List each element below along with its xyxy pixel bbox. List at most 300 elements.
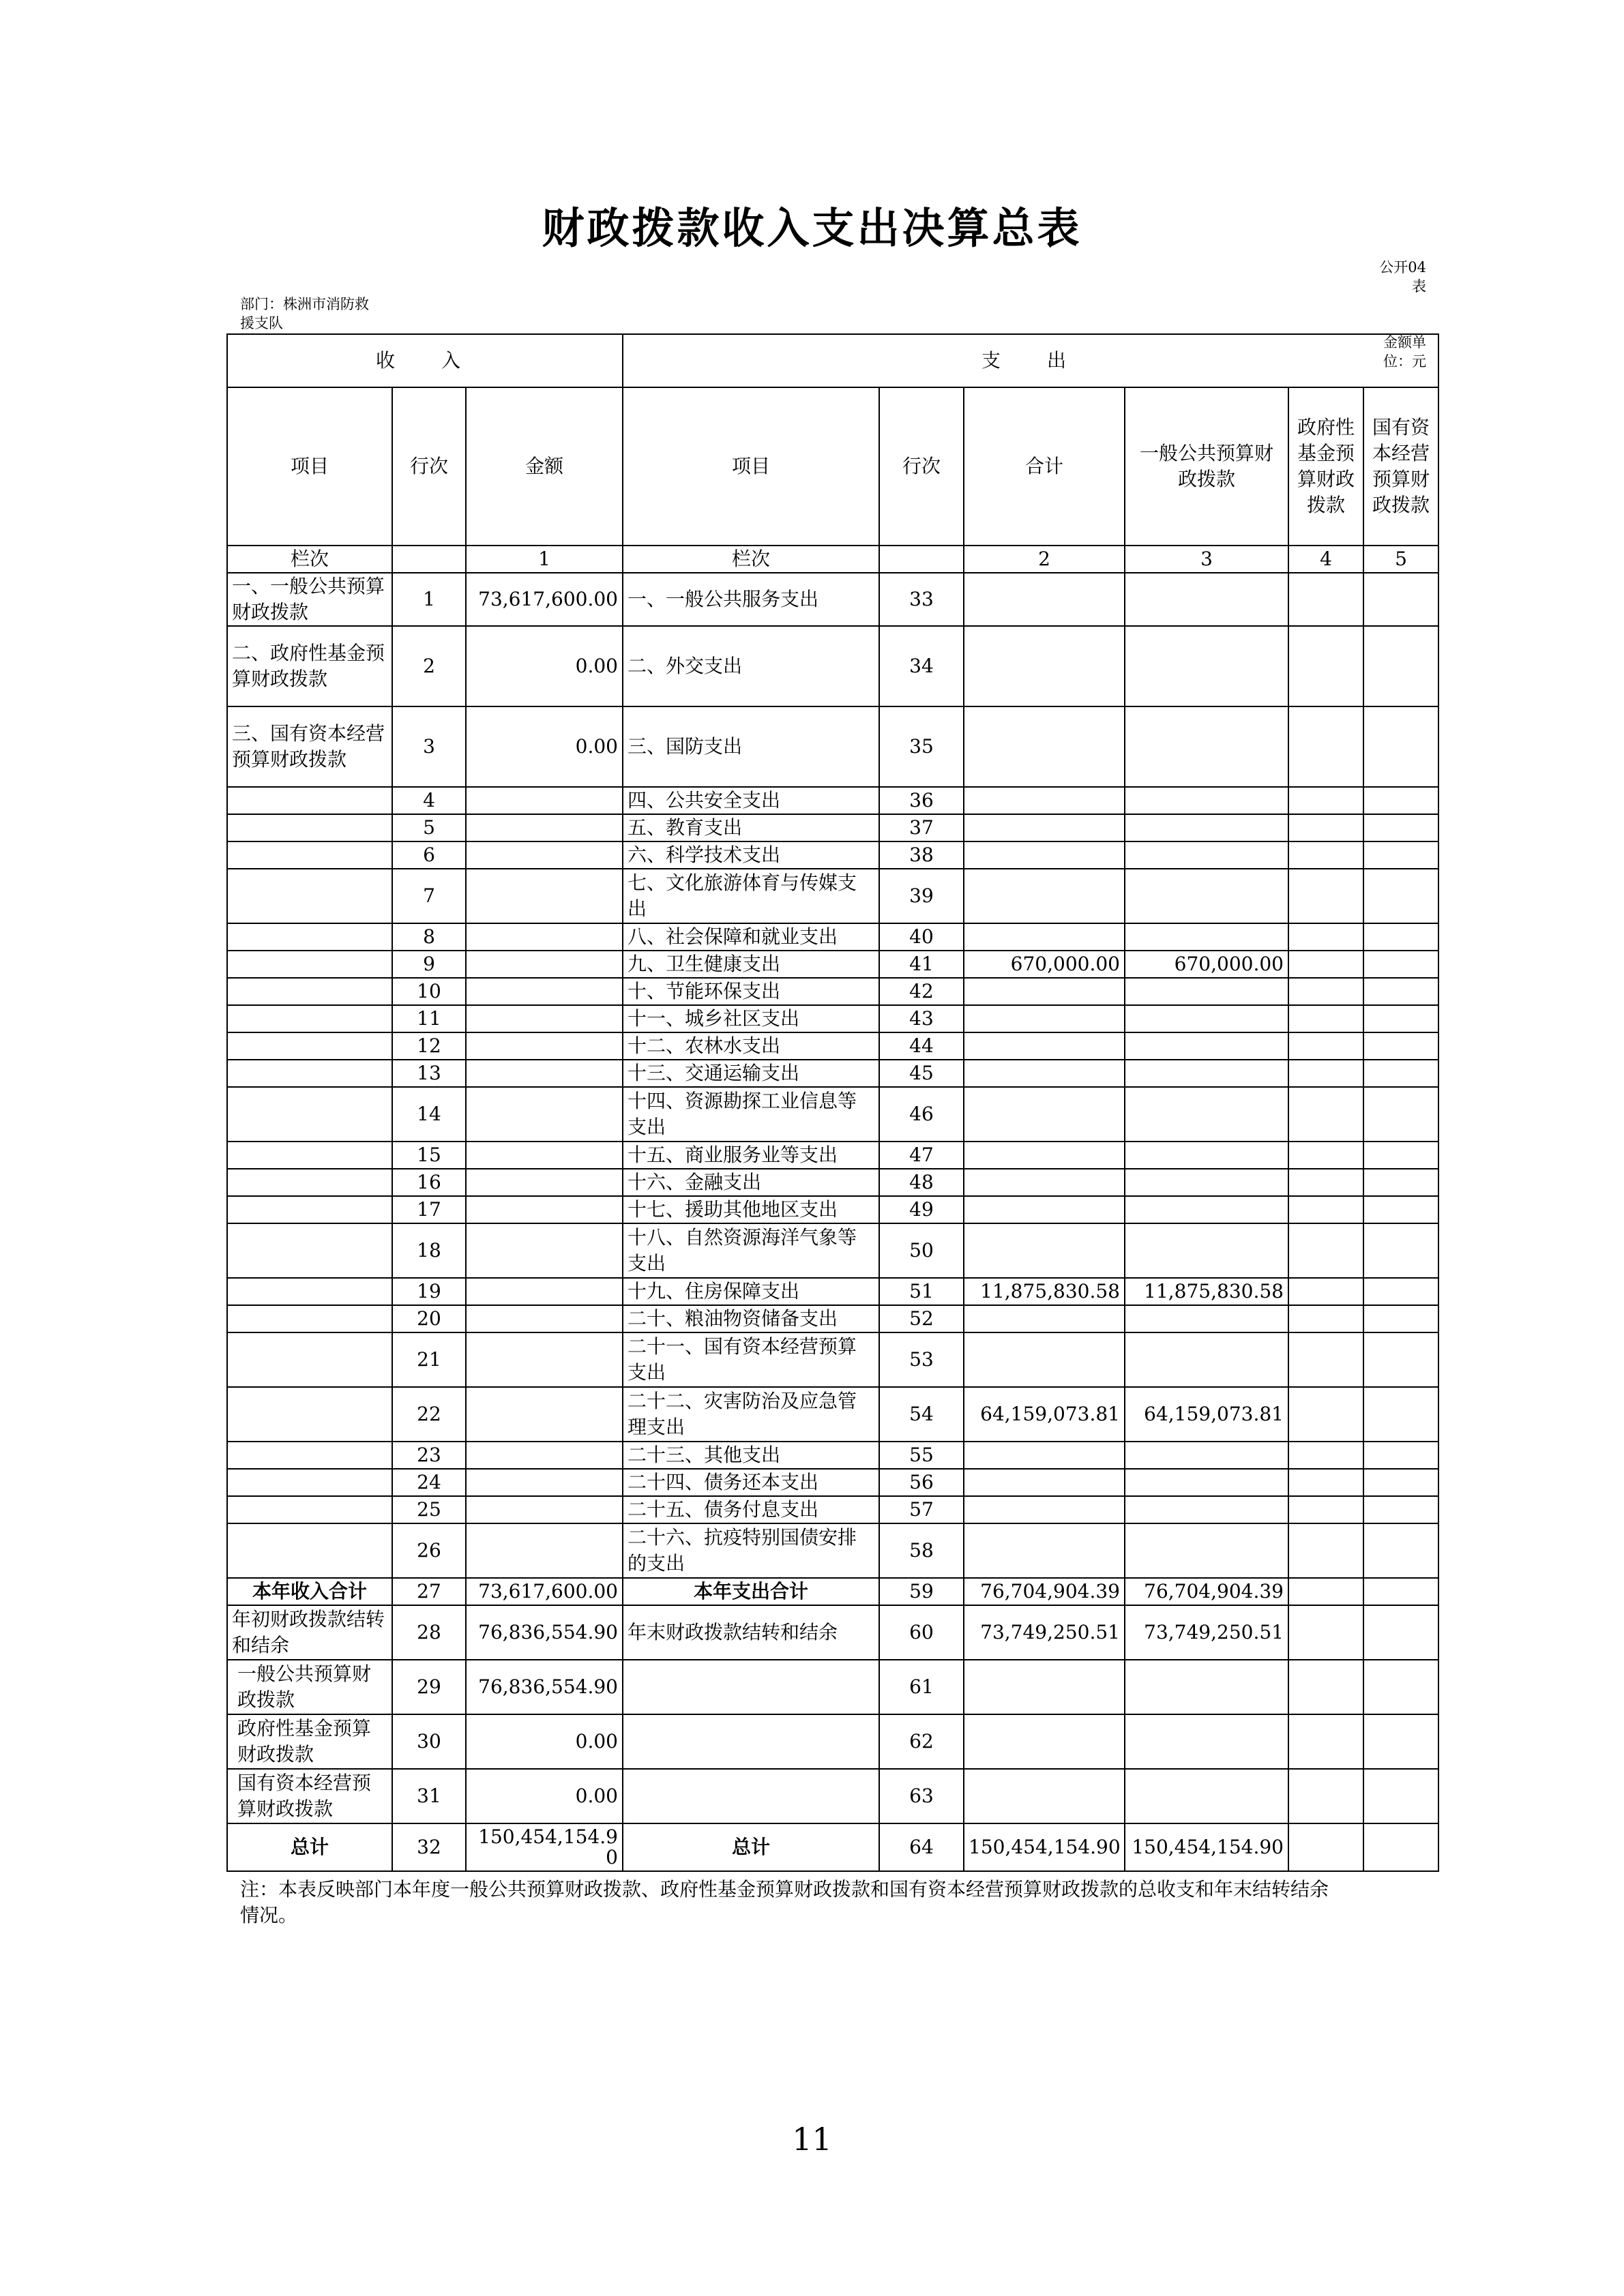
income-row-no-cell: 17	[392, 1196, 466, 1223]
unit-line-1: 金额单	[1383, 334, 1426, 351]
general-budget-cell	[1125, 1196, 1288, 1223]
expense-item-cell: 二、外交支出	[623, 626, 879, 706]
general-budget-cell	[1125, 978, 1288, 1005]
table-row	[227, 1387, 1438, 1442]
income-item-header: 项目	[227, 387, 392, 546]
income-item-cell	[227, 841, 392, 869]
expense-total-cell	[964, 869, 1125, 923]
expense-item-cell: 四、公共安全支出	[623, 787, 879, 814]
income-amount-cell	[466, 1469, 623, 1496]
income-row-no-cell: 1	[392, 573, 466, 626]
income-row-no-cell: 29	[392, 1660, 466, 1714]
expense-row-no-cell: 43	[879, 1005, 964, 1032]
expense-total-cell	[964, 978, 1125, 1005]
gov-fund-cell	[1288, 1332, 1363, 1387]
gov-fund-cell	[1288, 1496, 1363, 1523]
expense-total-cell	[964, 814, 1125, 841]
expense-row-no-cell: 50	[879, 1223, 964, 1278]
state-capital-cell	[1363, 787, 1438, 814]
expense-row-no-cell: 53	[879, 1332, 964, 1387]
income-row-no-cell: 11	[392, 1005, 466, 1032]
income-item-cell	[227, 923, 392, 951]
expense-row-no-cell: 38	[879, 841, 964, 869]
expense-row-no-cell: 51	[879, 1278, 964, 1305]
table-row	[227, 951, 1438, 978]
state-capital-header: 国有资本经营预算财政拨款	[1363, 387, 1438, 546]
expense-row-no-cell: 33	[879, 573, 964, 626]
income-item-cell: 国有资本经营预算财政拨款	[227, 1769, 392, 1823]
income-amount-cell: 76,836,554.90	[466, 1660, 623, 1714]
gov-fund-cell	[1288, 923, 1363, 951]
expense-total-cell: 64,159,073.81	[964, 1387, 1125, 1442]
general-budget-cell	[1125, 1060, 1288, 1087]
table-row	[227, 706, 1438, 787]
expense-total-cell	[964, 1332, 1125, 1387]
expense-item-cell	[623, 1769, 879, 1823]
expense-row-no-cell: 37	[879, 814, 964, 841]
gov-fund-cell	[1288, 1823, 1363, 1871]
income-amount-cell	[466, 951, 623, 978]
income-item-cell	[227, 1196, 392, 1223]
expense-item-cell: 二十、粮油物资储备支出	[623, 1305, 879, 1332]
expense-total-cell	[964, 1442, 1125, 1469]
general-budget-cell	[1125, 1332, 1288, 1387]
gov-fund-cell	[1288, 1060, 1363, 1087]
gov-fund-cell	[1288, 706, 1363, 787]
state-capital-cell	[1363, 573, 1438, 626]
expense-item-header: 项目	[623, 387, 879, 546]
income-item-cell: 本年收入合计	[227, 1578, 392, 1605]
income-row-no-cell: 7	[392, 869, 466, 923]
expense-row-no-cell: 42	[879, 978, 964, 1005]
general-budget-cell	[1125, 573, 1288, 626]
gov-fund-header: 政府性基金预算财政拨款	[1288, 387, 1363, 546]
income-row-no-cell: 14	[392, 1087, 466, 1142]
general-budget-cell: 670,000.00	[1125, 951, 1288, 978]
expense-total-cell	[964, 1496, 1125, 1523]
income-amount-cell	[466, 1496, 623, 1523]
general-budget-cell	[1125, 1142, 1288, 1169]
gov-fund-cell	[1288, 1305, 1363, 1332]
income-item-cell	[227, 1032, 392, 1060]
expense-row-no-cell: 44	[879, 1032, 964, 1060]
gov-fund-cell	[1288, 1223, 1363, 1278]
state-capital-cell	[1363, 841, 1438, 869]
expense-total-cell	[964, 573, 1125, 626]
table-row	[227, 1660, 1438, 1714]
table-row	[227, 1578, 1438, 1605]
page-title: 财政拨款收入支出决算总表	[542, 203, 1082, 253]
income-amount-cell: 0.00	[466, 1714, 623, 1769]
expense-total-cell	[964, 1032, 1125, 1060]
expense-item-cell: 六、科学技术支出	[623, 841, 879, 869]
expense-row-no-cell: 61	[879, 1660, 964, 1714]
general-budget-cell: 150,454,154.90	[1125, 1823, 1288, 1871]
income-row-no-cell: 22	[392, 1387, 466, 1442]
income-item-cell	[227, 814, 392, 841]
gov-fund-cell	[1288, 841, 1363, 869]
income-row-no-cell: 25	[392, 1496, 466, 1523]
income-item-cell: 政府性基金预算财政拨款	[227, 1714, 392, 1769]
income-row-no-cell: 27	[392, 1578, 466, 1605]
income-amount-cell: 73,617,600.00	[466, 1578, 623, 1605]
expense-item-cell: 十八、自然资源海洋气象等支出	[623, 1223, 879, 1278]
state-capital-cell	[1363, 626, 1438, 706]
gov-fund-cell	[1288, 1442, 1363, 1469]
expense-total-cell	[964, 1142, 1125, 1169]
expense-item-cell	[623, 1660, 879, 1714]
income-row-no-cell: 10	[392, 978, 466, 1005]
form-code-line-1: 公开04	[1379, 259, 1426, 275]
income-amount-cell: 0.00	[466, 706, 623, 787]
expense-item-cell: 本年支出合计	[623, 1578, 879, 1605]
income-row-no-cell: 12	[392, 1032, 466, 1060]
general-budget-cell	[1125, 626, 1288, 706]
expense-total-cell: 670,000.00	[964, 951, 1125, 978]
income-amount-cell	[466, 787, 623, 814]
gov-fund-cell	[1288, 1605, 1363, 1660]
expense-total-cell	[964, 1169, 1125, 1196]
expense-total-cell: 150,454,154.90	[964, 1823, 1125, 1871]
state-capital-cell	[1363, 1278, 1438, 1305]
income-amount-cell	[466, 1142, 623, 1169]
column-index-label-left: 栏次	[227, 546, 392, 573]
expense-total-cell	[964, 1005, 1125, 1032]
income-amount-cell	[466, 1087, 623, 1142]
table-row	[227, 1523, 1438, 1578]
column-index-blank	[392, 546, 466, 573]
expense-item-cell: 八、社会保障和就业支出	[623, 923, 879, 951]
expense-row-no-cell: 49	[879, 1196, 964, 1223]
gov-fund-cell	[1288, 1087, 1363, 1142]
page-number: 11	[792, 2121, 832, 2158]
gov-fund-cell	[1288, 1769, 1363, 1823]
expense-total-cell	[964, 1714, 1125, 1769]
gov-fund-cell	[1288, 1660, 1363, 1714]
general-budget-cell	[1125, 1169, 1288, 1196]
gov-fund-cell	[1288, 1005, 1363, 1032]
gov-fund-cell	[1288, 1578, 1363, 1605]
appropriation-table	[226, 333, 1439, 1872]
income-amount-header: 金额	[466, 387, 623, 546]
column-index-3: 3	[1125, 546, 1288, 573]
expense-row-no-cell: 39	[879, 869, 964, 923]
expense-total-cell	[964, 1769, 1125, 1823]
income-row-no-cell: 13	[392, 1060, 466, 1087]
expense-row-no-cell: 63	[879, 1769, 964, 1823]
expense-row-no-cell: 34	[879, 626, 964, 706]
income-item-cell	[227, 1223, 392, 1278]
expense-total-cell	[964, 1469, 1125, 1496]
income-item-cell	[227, 1169, 392, 1196]
income-item-cell	[227, 951, 392, 978]
table-row	[227, 1332, 1438, 1387]
gov-fund-cell	[1288, 1469, 1363, 1496]
state-capital-cell	[1363, 1005, 1438, 1032]
income-item-cell	[227, 1005, 392, 1032]
column-index-1: 1	[466, 546, 623, 573]
column-index-5: 5	[1363, 546, 1438, 573]
general-budget-cell	[1125, 1032, 1288, 1060]
general-budget-cell	[1125, 869, 1288, 923]
expense-row-no-cell: 36	[879, 787, 964, 814]
income-item-cell	[227, 869, 392, 923]
expense-row-no-cell: 60	[879, 1605, 964, 1660]
table-row	[227, 1032, 1438, 1060]
expense-total-cell: 73,749,250.51	[964, 1605, 1125, 1660]
income-item-cell	[227, 1060, 392, 1087]
income-amount-cell	[466, 1387, 623, 1442]
expense-row-no-cell: 64	[879, 1823, 964, 1871]
income-row-no-cell: 6	[392, 841, 466, 869]
state-capital-cell	[1363, 1660, 1438, 1714]
expense-section-header: 支 出	[623, 334, 1438, 387]
table-row	[227, 626, 1438, 706]
expense-item-cell: 十二、农林水支出	[623, 1032, 879, 1060]
income-row-no-cell: 23	[392, 1442, 466, 1469]
income-item-cell	[227, 1469, 392, 1496]
income-amount-cell: 73,617,600.00	[466, 573, 623, 626]
income-item-cell	[227, 1442, 392, 1469]
income-row-no-cell: 5	[392, 814, 466, 841]
expense-total-cell	[964, 1305, 1125, 1332]
income-amount-cell	[466, 1060, 623, 1087]
income-amount-cell	[466, 978, 623, 1005]
expense-item-cell: 十九、住房保障支出	[623, 1278, 879, 1305]
table-row	[227, 1442, 1438, 1469]
gov-fund-cell	[1288, 869, 1363, 923]
expense-item-cell: 十三、交通运输支出	[623, 1060, 879, 1087]
income-amount-cell	[466, 1442, 623, 1469]
table-row	[227, 787, 1438, 814]
state-capital-cell	[1363, 1305, 1438, 1332]
income-row-no-cell: 31	[392, 1769, 466, 1823]
income-row-no-cell: 16	[392, 1169, 466, 1196]
income-amount-cell	[466, 869, 623, 923]
expense-row-no-cell: 48	[879, 1169, 964, 1196]
table-row	[227, 923, 1438, 951]
expense-row-no-cell: 45	[879, 1060, 964, 1087]
expense-total-cell: 11,875,830.58	[964, 1278, 1125, 1305]
table-row	[227, 1087, 1438, 1142]
table-row	[227, 1714, 1438, 1769]
general-budget-cell: 64,159,073.81	[1125, 1387, 1288, 1442]
column-index-4: 4	[1288, 546, 1363, 573]
income-row-no-header: 行次	[392, 387, 466, 546]
state-capital-cell	[1363, 951, 1438, 978]
table-row	[227, 1496, 1438, 1523]
income-row-no-cell: 4	[392, 787, 466, 814]
gov-fund-cell	[1288, 626, 1363, 706]
income-row-no-cell: 24	[392, 1469, 466, 1496]
income-amount-cell	[466, 1223, 623, 1278]
state-capital-cell	[1363, 1387, 1438, 1442]
income-row-no-cell: 20	[392, 1305, 466, 1332]
general-budget-cell	[1125, 787, 1288, 814]
department-line-1: 部门：株洲市消防救	[240, 296, 369, 312]
income-row-no-cell: 19	[392, 1278, 466, 1305]
state-capital-cell	[1363, 1196, 1438, 1223]
income-item-cell	[227, 1142, 392, 1169]
income-amount-cell	[466, 841, 623, 869]
form-code-line-2: 表	[1412, 278, 1426, 295]
table-row	[227, 1823, 1438, 1871]
expense-row-no-header: 行次	[879, 387, 964, 546]
state-capital-cell	[1363, 1032, 1438, 1060]
state-capital-cell	[1363, 1769, 1438, 1823]
state-capital-cell	[1363, 1142, 1438, 1169]
expense-row-no-cell: 56	[879, 1469, 964, 1496]
gov-fund-cell	[1288, 1032, 1363, 1060]
expense-item-cell: 二十六、抗疫特别国债安排的支出	[623, 1523, 879, 1578]
state-capital-cell	[1363, 1469, 1438, 1496]
expense-row-no-cell: 52	[879, 1305, 964, 1332]
expense-total-cell	[964, 841, 1125, 869]
expense-row-no-cell: 35	[879, 706, 964, 787]
expense-total-cell	[964, 1196, 1125, 1223]
income-item-cell	[227, 978, 392, 1005]
income-amount-cell	[466, 1278, 623, 1305]
state-capital-cell	[1363, 1442, 1438, 1469]
general-budget-cell	[1125, 923, 1288, 951]
state-capital-cell	[1363, 1060, 1438, 1087]
gov-fund-cell	[1288, 951, 1363, 978]
expense-total-cell	[964, 923, 1125, 951]
expense-total-cell	[964, 1060, 1125, 1087]
general-budget-cell	[1125, 1005, 1288, 1032]
expense-row-no-cell: 62	[879, 1714, 964, 1769]
general-budget-cell	[1125, 1223, 1288, 1278]
income-item-cell	[227, 787, 392, 814]
general-budget-cell	[1125, 1469, 1288, 1496]
expense-total-cell: 76,704,904.39	[964, 1578, 1125, 1605]
general-budget-cell	[1125, 1305, 1288, 1332]
expense-item-cell: 二十四、债务还本支出	[623, 1469, 879, 1496]
expense-row-no-cell: 47	[879, 1142, 964, 1169]
table-row	[227, 1169, 1438, 1196]
column-index-label-right: 栏次	[623, 546, 879, 573]
income-item-cell	[227, 1496, 392, 1523]
income-amount-cell	[466, 1005, 623, 1032]
state-capital-cell	[1363, 1523, 1438, 1578]
expense-item-cell: 年末财政拨款结转和结余	[623, 1605, 879, 1660]
income-amount-cell	[466, 1196, 623, 1223]
table-row	[227, 1060, 1438, 1087]
gov-fund-cell	[1288, 787, 1363, 814]
general-budget-cell	[1125, 841, 1288, 869]
expense-row-no-cell: 54	[879, 1387, 964, 1442]
footnote: 注：本表反映部门本年度一般公共预算财政拨款、政府性基金预算财政拨款和国有资本经营预算财政拨款的总收支和年末结转结余情况。	[240, 1878, 1329, 1926]
income-amount-cell: 76,836,554.90	[466, 1605, 623, 1660]
table-row	[227, 1142, 1438, 1169]
state-capital-cell	[1363, 814, 1438, 841]
gov-fund-cell	[1288, 573, 1363, 626]
expense-item-cell: 十四、资源勘探工业信息等支出	[623, 1087, 879, 1142]
expense-row-no-cell: 41	[879, 951, 964, 978]
state-capital-cell	[1363, 1169, 1438, 1196]
general-budget-cell	[1125, 1496, 1288, 1523]
general-budget-cell	[1125, 1769, 1288, 1823]
income-item-cell: 一、一般公共预算财政拨款	[227, 573, 392, 626]
table-row	[227, 1769, 1438, 1823]
expense-row-no-cell: 59	[879, 1578, 964, 1605]
state-capital-cell	[1363, 923, 1438, 951]
state-capital-cell	[1363, 869, 1438, 923]
table-row	[227, 1605, 1438, 1660]
general-budget-cell: 11,875,830.58	[1125, 1278, 1288, 1305]
gov-fund-cell	[1288, 1196, 1363, 1223]
expense-item-cell: 一、一般公共服务支出	[623, 573, 879, 626]
income-item-cell: 一般公共预算财政拨款	[227, 1660, 392, 1714]
income-amount-cell	[466, 1305, 623, 1332]
income-amount-cell: 150,454,154.90	[466, 1823, 623, 1871]
income-row-no-cell: 3	[392, 706, 466, 787]
department-line-2: 援支队	[240, 315, 283, 331]
expense-total-cell	[964, 706, 1125, 787]
expense-total-header: 合计	[964, 387, 1125, 546]
table-row	[227, 1305, 1438, 1332]
column-index-2: 2	[964, 546, 1125, 573]
income-amount-cell: 0.00	[466, 626, 623, 706]
department-label	[240, 295, 397, 333]
table-row	[227, 1223, 1438, 1278]
expense-item-cell: 二十一、国有资本经营预算支出	[623, 1332, 879, 1387]
income-item-cell: 总计	[227, 1823, 392, 1871]
general-budget-cell	[1125, 1442, 1288, 1469]
expense-row-no-cell: 57	[879, 1496, 964, 1523]
income-row-no-cell: 26	[392, 1523, 466, 1578]
general-budget-cell	[1125, 1523, 1288, 1578]
expense-item-cell: 二十五、债务付息支出	[623, 1496, 879, 1523]
state-capital-cell	[1363, 1496, 1438, 1523]
state-capital-cell	[1363, 1605, 1438, 1660]
general-budget-header: 一般公共预算财政拨款	[1125, 387, 1288, 546]
state-capital-cell	[1363, 1223, 1438, 1278]
expense-item-cell	[623, 1714, 879, 1769]
general-budget-cell	[1125, 814, 1288, 841]
income-amount-cell	[466, 1032, 623, 1060]
income-row-no-cell: 8	[392, 923, 466, 951]
expense-row-no-cell: 40	[879, 923, 964, 951]
income-row-no-cell: 28	[392, 1605, 466, 1660]
income-item-cell: 三、国有资本经营预算财政拨款	[227, 706, 392, 787]
expense-row-no-cell: 55	[879, 1442, 964, 1469]
gov-fund-cell	[1288, 1142, 1363, 1169]
general-budget-cell	[1125, 706, 1288, 787]
expense-item-cell: 七、文化旅游体育与传媒支出	[623, 869, 879, 923]
expense-row-no-cell: 46	[879, 1087, 964, 1142]
income-row-no-cell: 30	[392, 1714, 466, 1769]
income-row-no-cell: 2	[392, 626, 466, 706]
income-row-no-cell: 9	[392, 951, 466, 978]
state-capital-cell	[1363, 1087, 1438, 1142]
expense-total-cell	[964, 1660, 1125, 1714]
income-amount-cell	[466, 1332, 623, 1387]
expense-total-cell	[964, 787, 1125, 814]
income-section-header: 收 入	[227, 334, 623, 387]
expense-item-cell: 十七、援助其他地区支出	[623, 1196, 879, 1223]
income-item-cell: 年初财政拨款结转和结余	[227, 1605, 392, 1660]
table-row	[227, 841, 1438, 869]
expense-item-cell: 二十二、灾害防治及应急管理支出	[623, 1387, 879, 1442]
gov-fund-cell	[1288, 1169, 1363, 1196]
state-capital-cell	[1363, 1332, 1438, 1387]
income-amount-cell: 0.00	[466, 1769, 623, 1823]
general-budget-cell: 73,749,250.51	[1125, 1605, 1288, 1660]
gov-fund-cell	[1288, 814, 1363, 841]
expense-item-cell: 五、教育支出	[623, 814, 879, 841]
gov-fund-cell	[1288, 978, 1363, 1005]
